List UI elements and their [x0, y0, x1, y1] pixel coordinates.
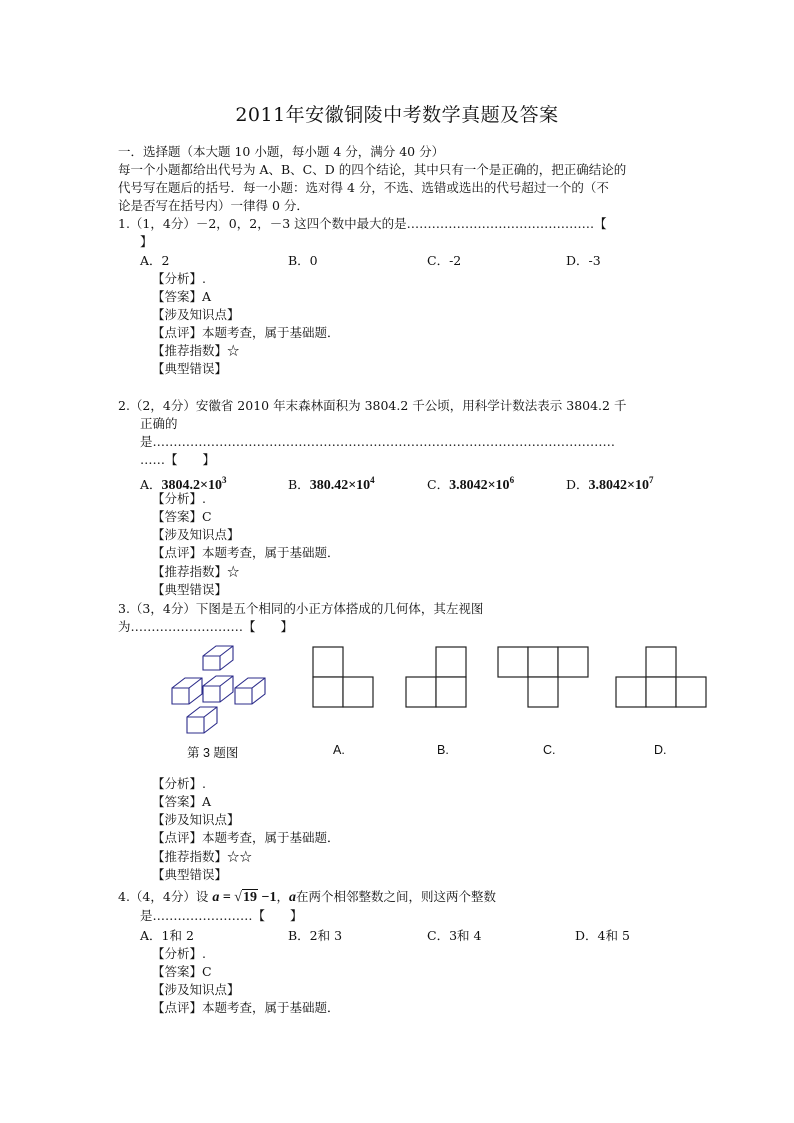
q3-stem: 3.（3，4分）下图是五个相同的小正方体搭成的几何体，其左视图 [118, 601, 484, 616]
q4-var-a: a [212, 890, 220, 905]
q4-option-a: A．1和 2 [140, 928, 194, 943]
q3-knowledge: 【涉及知识点】 [152, 812, 240, 827]
q4-line2: 是……………………【 】 [140, 908, 303, 923]
intro-line-3: 论是否写在括号内）一律得 0 分． [118, 198, 309, 213]
q2-stem: 2.（2，4分）安徽省 2010 年末森林面积为 3804.2 千公顷，用科学计数法表示 3804.2 千 [118, 398, 627, 413]
q2-line3: 是………………………………………………………………………………………………… [140, 434, 616, 449]
q1-rating: 【推荐指数】☆ [152, 343, 240, 358]
q2-comment: 【点评】本题考查，属于基础题． [152, 545, 340, 560]
q3-view-b [405, 646, 468, 709]
q4-radicand: 19 [242, 890, 257, 905]
q2-errors: 【典型错误】 [152, 582, 228, 597]
q3-errors: 【典型错误】 [152, 867, 228, 882]
q4-option-c: C．3和 4 [427, 928, 482, 943]
q3-caption-a: A. [333, 743, 345, 757]
q1-stem-cont: 】 [140, 234, 153, 249]
q3-figure-caption: 第 3 题图 [187, 746, 239, 760]
q3-view-c [497, 646, 590, 709]
intro-line-2: 代号写在题后的括号．每一小题：选对得 4 分，不选、选错或选出的代号超过一个的（不 [118, 180, 609, 195]
q2-line4: ……【 】 [140, 452, 216, 467]
q3-view-d [615, 646, 708, 709]
q2-line2: 正确的 [140, 416, 178, 431]
q4-option-d: D．4和 5 [575, 928, 630, 943]
q4-comment: 【点评】本题考查，属于基础题． [152, 1000, 340, 1015]
q1-comment: 【点评】本题考查，属于基础题． [152, 325, 340, 340]
q1-errors: 【典型错误】 [152, 361, 228, 376]
intro-line-1: 每一个小题都给出代号为 A、B、C、D 的四个结论，其中只有一个是正确的，把正确结论的 [118, 162, 627, 177]
q3-rating: 【推荐指数】☆☆ [152, 849, 253, 864]
q3-comment: 【点评】本题考查，属于基础题． [152, 830, 340, 845]
q2-analysis: 【分析】. [152, 491, 206, 506]
section-heading: 一．选择题（本大题 10 小题，每小题 4 分，满分 40 分） [118, 144, 445, 159]
q1-option-c: C．-2 [427, 253, 462, 268]
q4-answer: 【答案】C [152, 964, 212, 979]
q2-option-a: A．$3804.2\times 10^3$ [140, 475, 227, 493]
q2-option-b: B．$380.42\times 10^4$ [288, 475, 375, 493]
q3-cube-figure [170, 640, 285, 740]
q1-answer: 【答案】A [152, 289, 212, 304]
page-title: 2011年安徽铜陵中考数学真题及答案 [235, 104, 559, 126]
q3-answer: 【答案】A [152, 794, 212, 809]
q2-answer: 【答案】C [152, 509, 212, 524]
q4-knowledge: 【涉及知识点】 [152, 982, 240, 997]
q4-stem: 4.（4，4分）设 a = √19 −1，a在两个相邻整数之间，则这两个整数 [118, 889, 496, 905]
q2-option-d: D．$3.8042\times 10^7$ [566, 475, 654, 493]
q3-view-a [312, 646, 375, 709]
q4-option-b: B．2和 3 [288, 928, 343, 943]
q3-caption-c: C. [543, 743, 556, 757]
q1-option-d: D．-3 [566, 253, 601, 268]
q2-rating: 【推荐指数】☆ [152, 564, 240, 579]
q1-option-b: B．0 [288, 253, 318, 268]
q1-stem: 1.（1，4分）－2，0，2，－3 这四个数中最大的是………………………………………【 [118, 216, 607, 231]
q1-knowledge: 【涉及知识点】 [152, 307, 240, 322]
q3-caption-d: D. [654, 743, 667, 757]
q3-line2: 为………………………【 】 [118, 619, 294, 634]
q2-knowledge: 【涉及知识点】 [152, 527, 240, 542]
q1-analysis: 【分析】. [152, 271, 206, 286]
q3-caption-b: B. [437, 743, 449, 757]
q1-option-a: A．2 [140, 253, 170, 268]
q4-analysis: 【分析】. [152, 946, 206, 961]
q2-option-c: C．$3.8042\times 10^6$ [427, 475, 515, 493]
q3-analysis: 【分析】. [152, 776, 206, 791]
